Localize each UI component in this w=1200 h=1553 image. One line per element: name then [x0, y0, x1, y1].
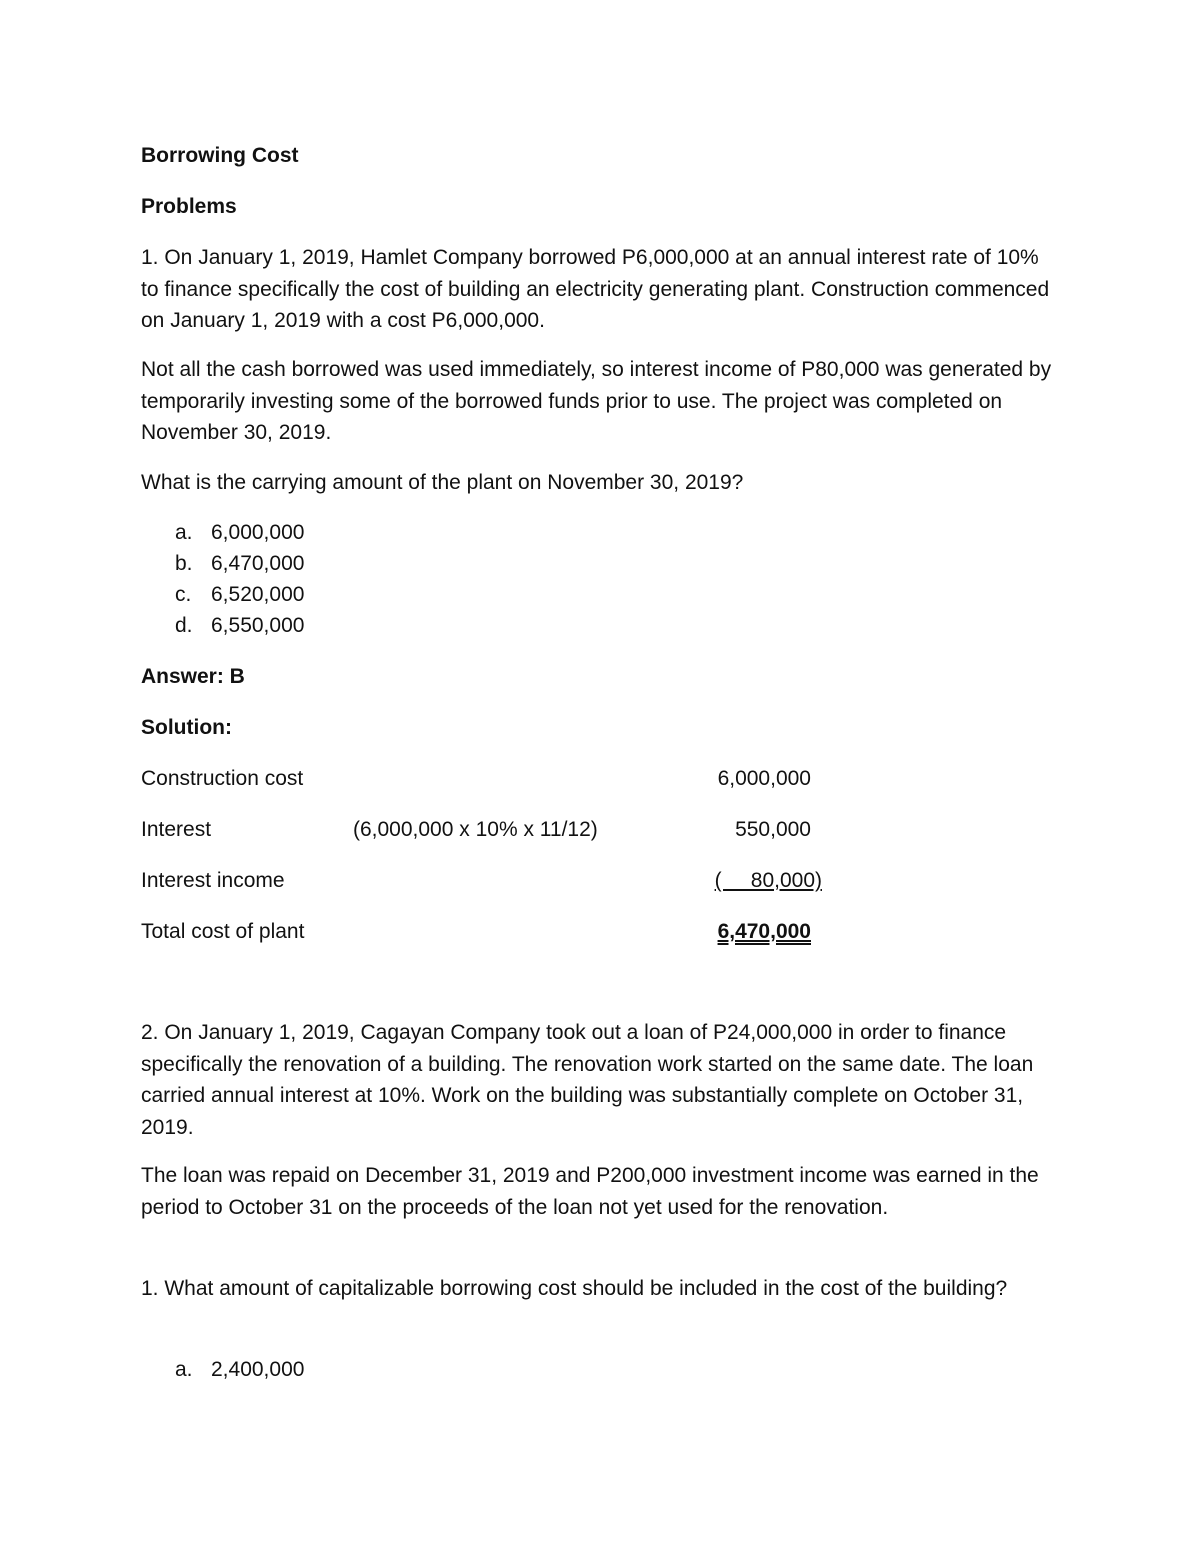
problem2-paragraph1: 2. On January 1, 2019, Cagayan Company took out a loan of P24,000,000 in order to finance specifically the renovation of a building. The renovation work started on the same date. The loan carried annual interest at 10%. Work on the building was substantially complete on October 31, 2019. [141, 1021, 1034, 1139]
solution-label: Construction cost [141, 767, 304, 790]
option-letter: a. [175, 1358, 193, 1381]
solution-formula: (6,000,000 x 10% x 11/12) [353, 818, 598, 841]
problem1-option-a [175, 521, 304, 545]
problem2-question: 1. What amount of capitalizable borrowing cost should be included in the cost of the building? [141, 1277, 1008, 1300]
solution-amount: 6,000,000 [717, 767, 811, 790]
problem1-answer: Answer: B [141, 665, 245, 688]
option-letter: a. [175, 521, 193, 544]
option-letter: d. [175, 614, 193, 637]
problem1-paragraph1: 1. On January 1, 2019, Hamlet Company borrowed P6,000,000 at an annual interest rate of 10% to finance specifically the cost of building an electricity generating plant. Construction commenced on January 1, 2019 with a cost P6,000,000. [141, 246, 1050, 332]
document-title: Borrowing Cost [141, 144, 299, 167]
section-heading: Problems [141, 195, 237, 218]
solution-row-interest [141, 818, 841, 844]
option-value: 6,000,000 [211, 521, 305, 544]
solution-label: Interest income [141, 869, 285, 892]
solution-row-construction [141, 767, 841, 793]
solution-row-interest-income [141, 869, 841, 895]
problem2-option-a [175, 1358, 304, 1382]
solution-amount: ( 80,000) [714, 869, 822, 892]
option-value: 6,470,000 [211, 552, 305, 575]
problem1-option-b [175, 552, 304, 576]
problem1-option-c [175, 583, 304, 607]
option-letter: b. [175, 552, 193, 575]
solution-amount: 550,000 [735, 818, 811, 841]
solution-heading: Solution: [141, 716, 232, 739]
solution-total-amount: 6,470,000 [717, 920, 811, 943]
option-value: 6,520,000 [211, 583, 305, 606]
option-value: 6,550,000 [211, 614, 305, 637]
problem2-paragraph2: The loan was repaid on December 31, 2019 and P200,000 investment income was earned in the period to October 31 on the proceeds of the loan not yet used for the renovation. [141, 1164, 1039, 1219]
option-value: 2,400,000 [211, 1358, 305, 1381]
solution-label: Total cost of plant [141, 920, 305, 943]
problem1-question: What is the carrying amount of the plant on November 30, 2019? [141, 471, 744, 494]
problem1-paragraph2: Not all the cash borrowed was used immediately, so interest income of P80,000 was generated by temporarily investing some of the borrowed funds prior to use. The project was completed on November 30, 2019. [141, 358, 1052, 444]
option-letter: c. [175, 583, 192, 606]
problem1-option-d [175, 614, 304, 638]
solution-label: Interest [141, 818, 212, 841]
solution-row-total [141, 920, 841, 946]
